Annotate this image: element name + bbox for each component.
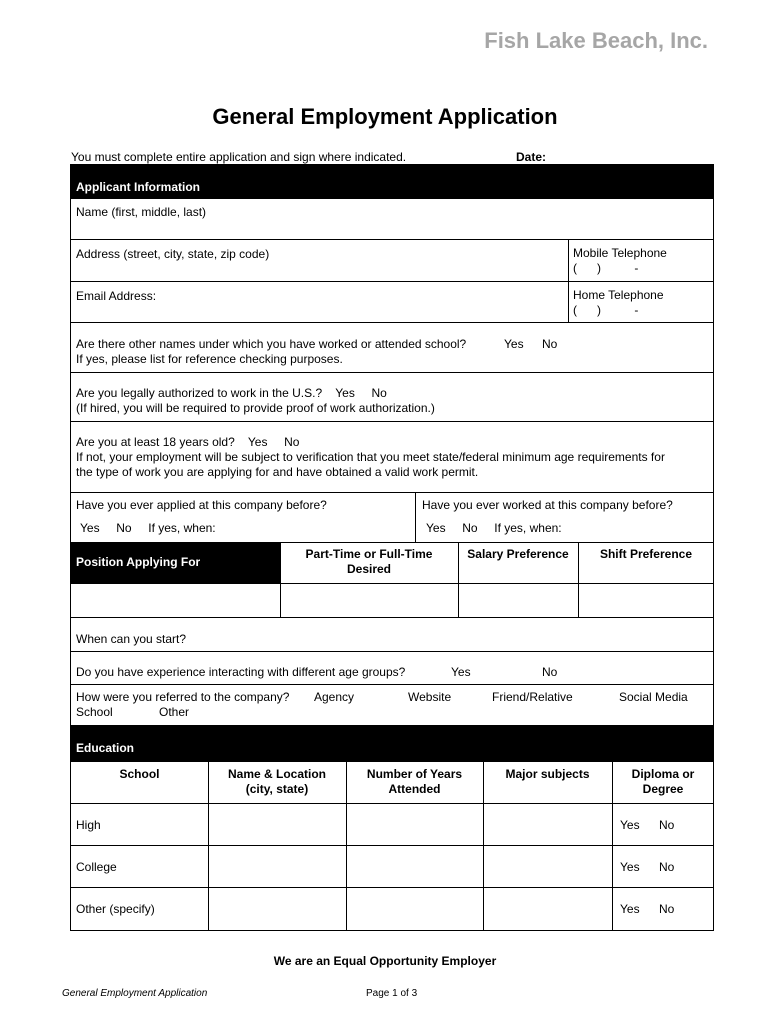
parttime-input[interactable]: [281, 584, 458, 617]
section-education-title: Education: [76, 741, 135, 755]
education-header-row: [70, 762, 714, 804]
edu-row-no[interactable]: No: [659, 860, 675, 874]
address-label: Address (street, city, state, zip code): [76, 247, 270, 261]
position-header-row: [70, 543, 714, 584]
start-label: When can you start?: [76, 632, 187, 646]
equal-opportunity-statement: We are an Equal Opportunity Employer: [273, 954, 497, 968]
edu-row-yes[interactable]: Yes: [620, 902, 640, 916]
edu-header-school: School: [119, 767, 160, 781]
edu-row-label: College: [76, 860, 117, 874]
referral-school[interactable]: School: [76, 705, 113, 719]
position-input-row: [70, 584, 714, 618]
authorized-note: (If hired, you will be required to provide proof of work authorization.): [76, 401, 435, 415]
edu-row-label: Other (specify): [76, 902, 155, 916]
edu-row-no[interactable]: No: [659, 818, 675, 832]
name-label: Name (first, middle, last): [76, 205, 207, 219]
date-label: Date:: [516, 150, 547, 164]
age-groups-row: [70, 652, 714, 685]
footer-page-number: Page 1 of 3: [366, 988, 418, 999]
applied-before-question: Have you ever applied at this company before?: [76, 498, 327, 512]
edu-row-yes[interactable]: Yes: [620, 818, 640, 832]
worked-before-question: Have you ever worked at this company before?: [422, 498, 673, 512]
age-groups-no[interactable]: No: [542, 665, 558, 679]
education-row-other: [70, 888, 714, 931]
applied-before-answer[interactable]: Yes No If yes, when:: [80, 521, 216, 535]
age-question[interactable]: Are you at least 18 years old? Yes No: [76, 435, 300, 449]
salary-input[interactable]: [459, 584, 578, 617]
start-date-field[interactable]: [70, 618, 714, 652]
edu-header-diploma: Diploma or: [631, 767, 695, 781]
company-name: Fish Lake Beach, Inc.: [484, 28, 708, 53]
position-label-cell: [71, 543, 280, 583]
authorized-question[interactable]: Are you legally authorized to work in the U.S.? Yes No: [76, 386, 387, 400]
other-names-row: [70, 323, 714, 373]
referral-social[interactable]: Social Media: [619, 690, 688, 704]
referral-friend[interactable]: Friend/Relative: [492, 690, 573, 704]
age-note-2: the type of work you are applying for and have obtained a valid work permit.: [76, 465, 479, 479]
name-field[interactable]: [70, 199, 714, 240]
home-label: Home Telephone: [573, 288, 664, 302]
age-groups-question: Do you have experience interacting with different age groups?: [76, 665, 406, 679]
age-note-1: If not, your employment will be subject to verification that you meet state/federal minimum age requirements for: [76, 450, 665, 464]
edu-header-name-2: (city, state): [245, 782, 309, 796]
education-row-high: [70, 804, 714, 846]
other-names-no[interactable]: No: [542, 337, 558, 351]
edu-header-name: Name & Location: [227, 767, 326, 781]
referral-website[interactable]: Website: [408, 690, 452, 704]
prior-company-row: [70, 493, 714, 543]
home-format: ( ) -: [573, 303, 639, 317]
position-label: Position Applying For: [76, 555, 201, 569]
home-phone-field[interactable]: [568, 282, 714, 322]
other-names-question: Are there other names under which you have worked or attended school?: [76, 337, 467, 351]
edu-row-yes[interactable]: Yes: [620, 860, 640, 874]
parttime-header-2: Desired: [346, 562, 392, 576]
edu-header-years-2: Attended: [388, 782, 441, 796]
section-applicant-title: Applicant Information: [76, 180, 200, 194]
section-education-header: [70, 726, 714, 762]
application-form: [70, 164, 714, 931]
edu-row-no[interactable]: No: [659, 902, 675, 916]
email-row: [70, 282, 714, 323]
age-groups-yes[interactable]: Yes: [451, 665, 471, 679]
shift-header: Shift Preference: [599, 547, 693, 561]
worked-before-answer[interactable]: Yes No If yes, when:: [426, 521, 562, 535]
mobile-format: ( ) -: [573, 261, 639, 275]
address-row: [70, 240, 714, 282]
parttime-header: Part-Time or Full-Time: [305, 547, 433, 561]
shift-input[interactable]: [579, 584, 714, 617]
salary-header: Salary Preference: [467, 547, 569, 561]
edu-header-diploma-2: Degree: [642, 782, 684, 796]
referral-row: [70, 685, 714, 726]
referral-agency[interactable]: Agency: [314, 690, 355, 704]
referral-question: How were you referred to the company?: [76, 690, 290, 704]
email-label: Email Address:: [76, 289, 157, 303]
education-row-college: [70, 846, 714, 888]
mobile-label: Mobile Telephone: [573, 246, 667, 260]
section-applicant-header: [70, 164, 714, 199]
intro-text: You must complete entire application and sign where indicated.: [71, 150, 407, 164]
age-row: [70, 422, 714, 493]
edu-row-label: High: [76, 818, 101, 832]
other-names-yes[interactable]: Yes: [504, 337, 524, 351]
edu-header-years: Number of Years: [366, 767, 463, 781]
page-title: General Employment Application: [212, 104, 558, 129]
authorized-row: [70, 373, 714, 422]
referral-other[interactable]: Other: [159, 705, 190, 719]
edu-header-major: Major subjects: [505, 767, 590, 781]
position-input[interactable]: [71, 584, 280, 617]
mobile-phone-field[interactable]: [568, 240, 714, 281]
other-names-note: If yes, please list for reference checking purposes.: [76, 352, 343, 366]
footer-document-name: General Employment Application: [62, 988, 208, 999]
